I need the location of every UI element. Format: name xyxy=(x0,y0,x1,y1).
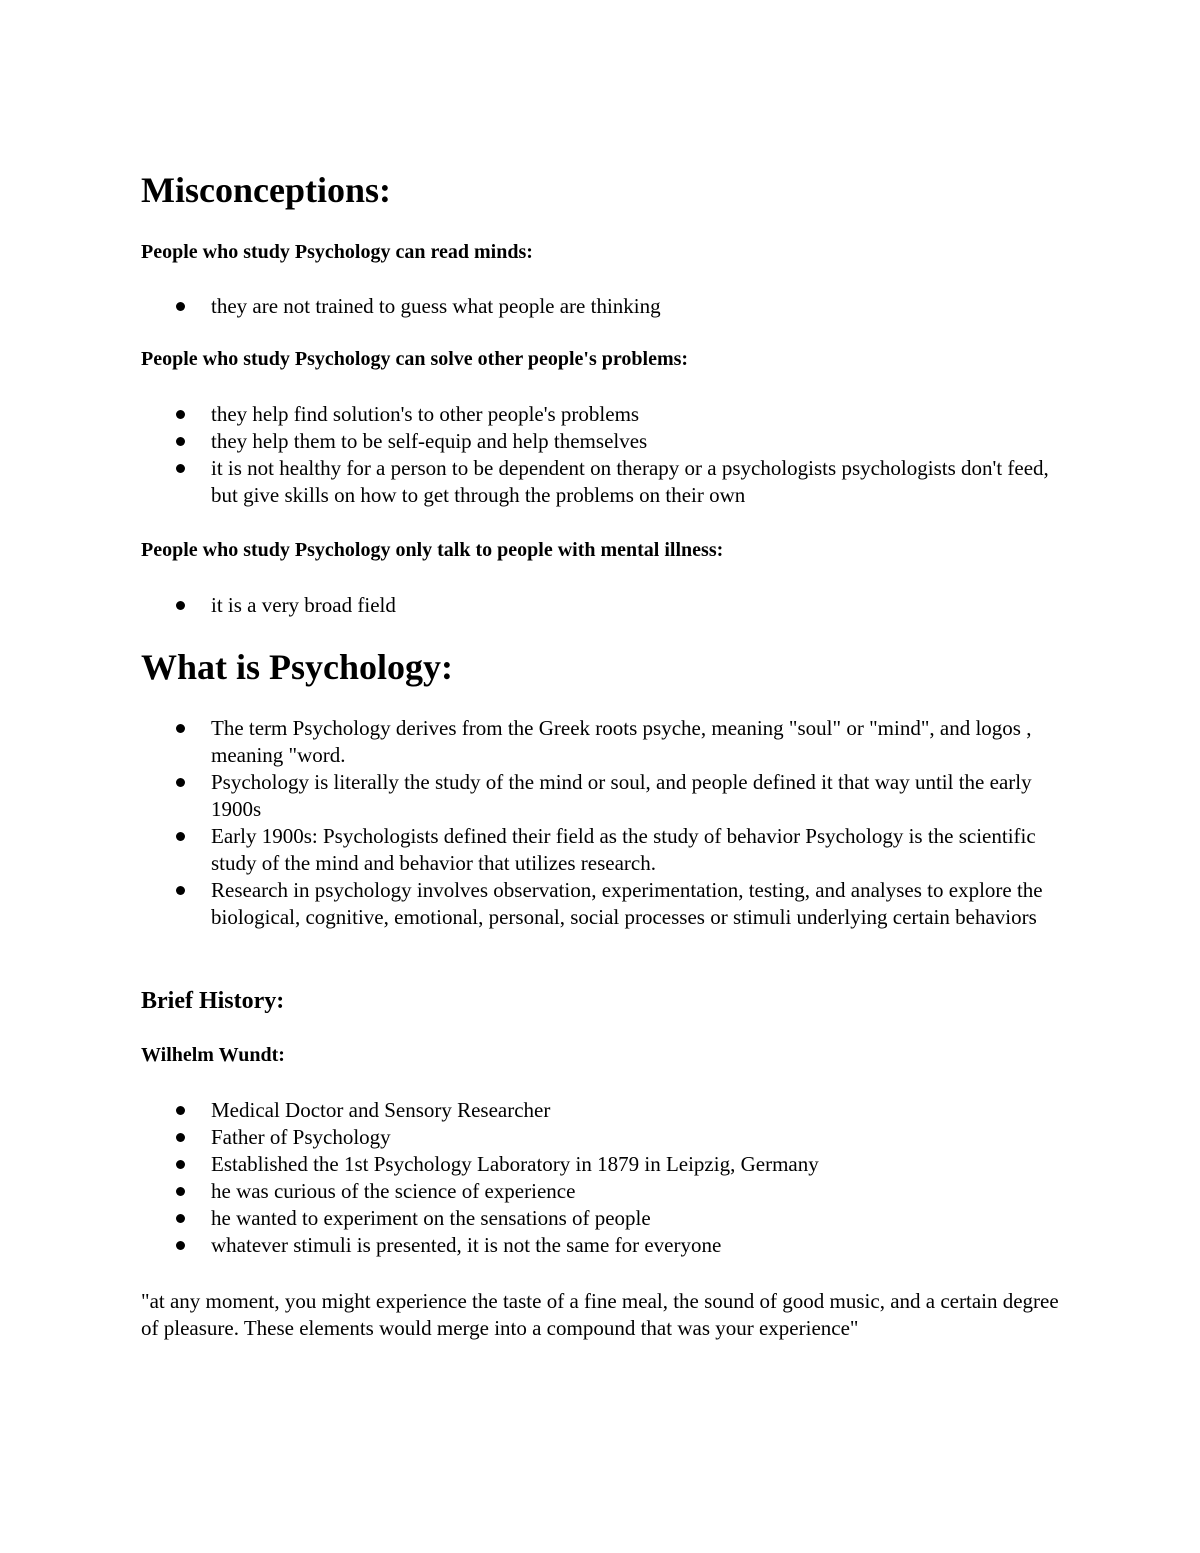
misconception-read-minds-heading: People who study Psychology can read minds: xyxy=(141,241,533,263)
bullet-icon xyxy=(176,1106,185,1115)
wilhelm-wundt-heading: Wilhelm Wundt: xyxy=(141,1044,285,1066)
list-item: whatever stimuli is presented, it is not the same for everyone xyxy=(0,1232,1051,1259)
list-item: it is not healthy for a person to be dependent on therapy or a psychologists psychologists don't feed, but give skills on how to get through the problems on their own xyxy=(0,455,1051,509)
what-is-psychology-heading: What is Psychology: xyxy=(141,647,454,687)
bullet-icon xyxy=(176,724,185,733)
list-item: Early 1900s: Psychologists defined their field as the study of behavior Psychology is the scientific study of the mind and behavior that utilizes research. xyxy=(0,823,1051,877)
list-item: they are not trained to guess what people are thinking xyxy=(0,293,1051,320)
wundt-quote: "at any moment, you might experience the taste of a fine meal, the sound of good music, and a certain degree of pleasure. These elements would merge into a compound that was your experience" xyxy=(141,1289,1059,1340)
misconception-mental-illness-heading: People who study Psychology only talk to people with mental illness: xyxy=(141,539,724,561)
list-item: The term Psychology derives from the Greek roots psyche, meaning "soul" or "mind", and logos , meaning "word. xyxy=(0,715,1051,769)
list-item: it is a very broad field xyxy=(0,592,1051,619)
list-item: Research in psychology involves observation, experimentation, testing, and analyses to explore the biological, cognitive, emotional, personal, social processes or stimuli underlying certain behaviors xyxy=(0,877,1051,931)
bullet-icon xyxy=(176,1214,185,1223)
bullet-icon xyxy=(176,410,185,419)
bullet-icon xyxy=(176,1187,185,1196)
bullet-icon xyxy=(176,1133,185,1142)
misconception-mental-illness-list xyxy=(0,592,1051,619)
misconception-solve-problems-heading: People who study Psychology can solve other people's problems: xyxy=(141,348,689,370)
bullet-icon xyxy=(176,601,185,610)
list-item: he wanted to experiment on the sensations of people xyxy=(0,1205,1051,1232)
bullet-icon xyxy=(176,464,185,473)
bullet-icon xyxy=(176,1160,185,1169)
misconception-read-minds-list xyxy=(0,293,1051,320)
misconception-solve-problems-list xyxy=(0,401,1051,509)
wilhelm-wundt-list xyxy=(0,1097,1051,1259)
list-item: Medical Doctor and Sensory Researcher xyxy=(0,1097,1051,1124)
bullet-icon xyxy=(176,886,185,895)
misconceptions-heading: Misconceptions: xyxy=(141,170,391,210)
list-item: Father of Psychology xyxy=(0,1124,1051,1151)
brief-history-heading: Brief History: xyxy=(141,988,285,1014)
list-item: Established the 1st Psychology Laboratory in 1879 in Leipzig, Germany xyxy=(0,1151,1051,1178)
list-item: they help them to be self-equip and help themselves xyxy=(0,428,1051,455)
list-item: he was curious of the science of experience xyxy=(0,1178,1051,1205)
list-item: they help find solution's to other people's problems xyxy=(0,401,1051,428)
bullet-icon xyxy=(176,302,185,311)
bullet-icon xyxy=(176,778,185,787)
bullet-icon xyxy=(176,832,185,841)
what-is-psychology-list xyxy=(0,715,1051,931)
bullet-icon xyxy=(176,1241,185,1250)
list-item: Psychology is literally the study of the mind or soul, and people defined it that way until the early 1900s xyxy=(0,769,1051,823)
bullet-icon xyxy=(176,437,185,446)
